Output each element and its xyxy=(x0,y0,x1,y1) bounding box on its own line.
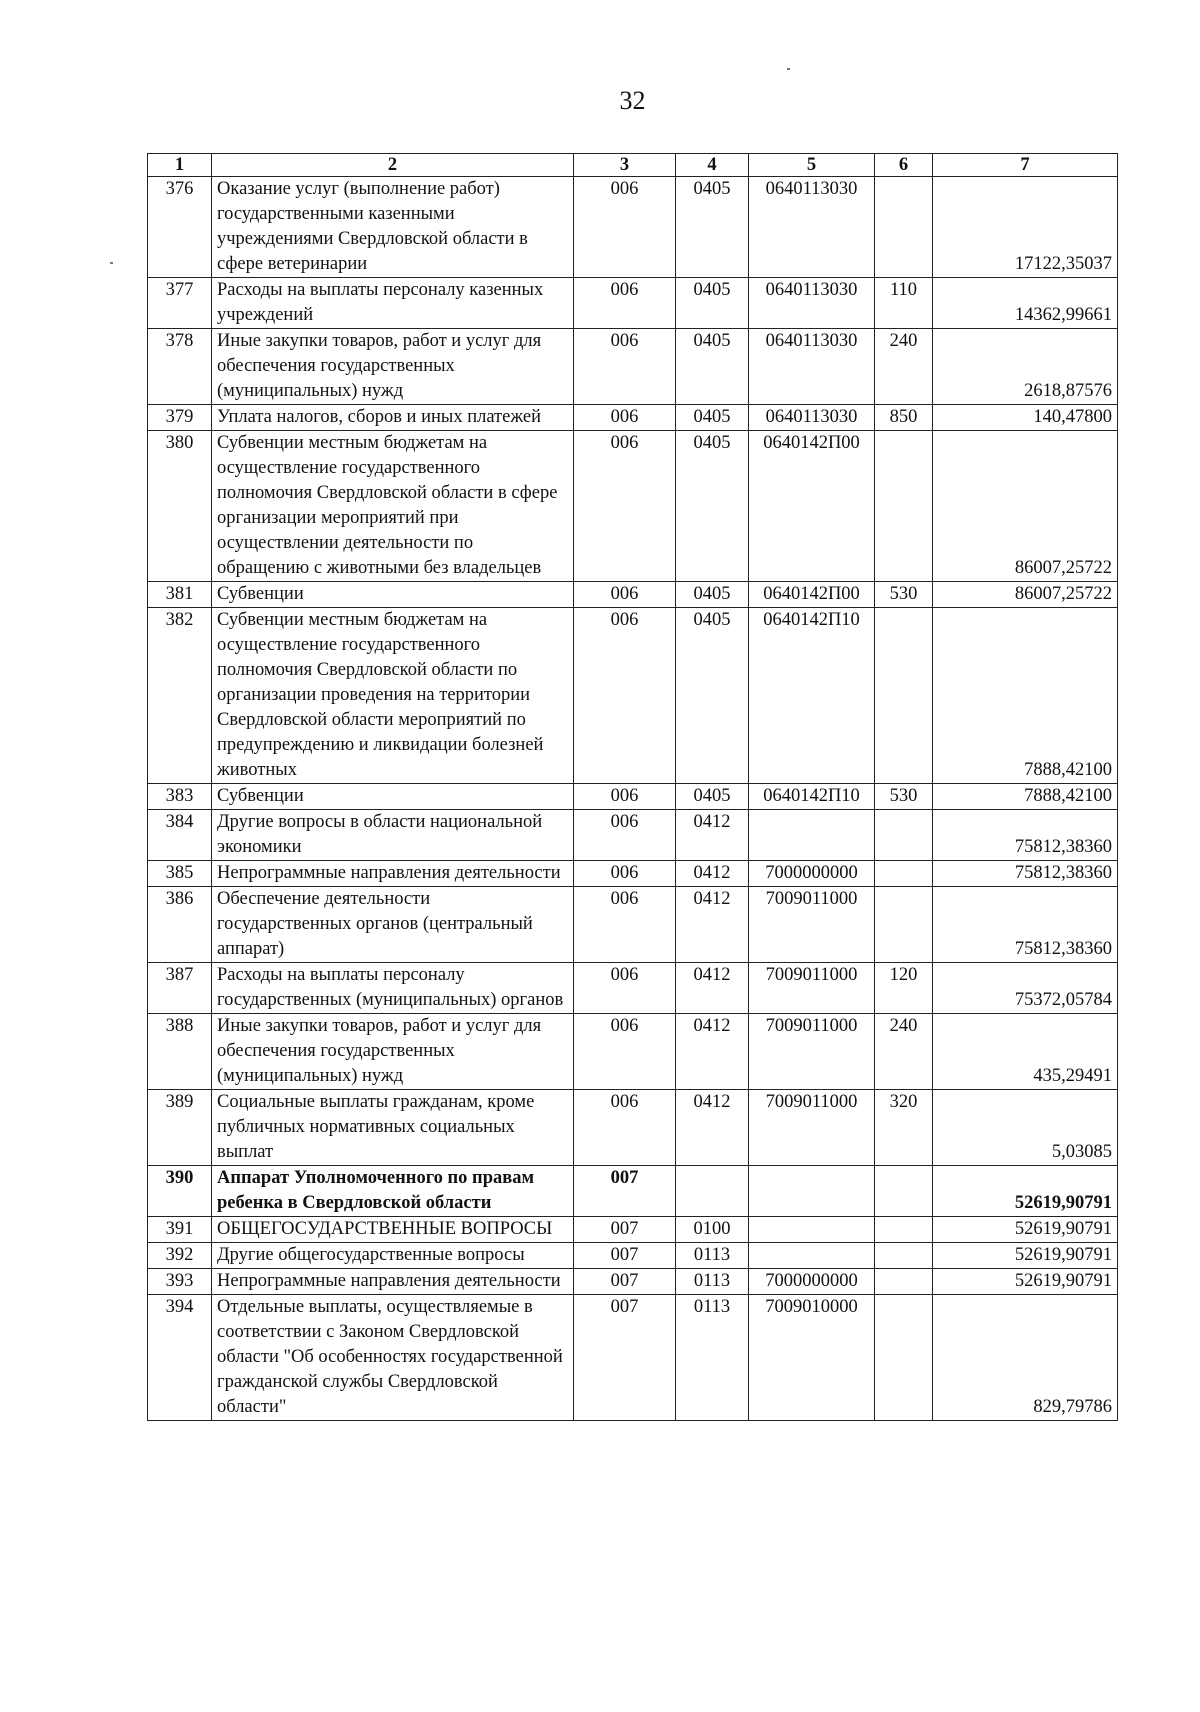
row-amount: 7888,42100 xyxy=(933,608,1118,784)
row-number: 376 xyxy=(148,177,212,278)
table-header-row xyxy=(148,154,1118,177)
row-expense-type xyxy=(875,431,933,582)
row-name: Субвенции местным бюджетам на осуществление государственного полномочия Свердловской области в сфере организации мероприятий при осуществлении деятельности по обращению с животными без владельцев xyxy=(212,431,574,582)
row-expense-type xyxy=(875,1295,933,1421)
row-admin-code: 006 xyxy=(574,329,676,405)
row-name: Расходы на выплаты персоналу государственных (муниципальных) органов xyxy=(212,963,574,1014)
row-expense-type xyxy=(875,1269,933,1295)
col-header-7: 7 xyxy=(933,154,1118,177)
table-row xyxy=(148,1217,1118,1243)
page-number: 32 xyxy=(619,86,646,115)
row-name: Непрограммные направления деятельности xyxy=(212,861,574,887)
row-admin-code: 007 xyxy=(574,1166,676,1217)
row-number: 382 xyxy=(148,608,212,784)
row-target-code: 0640113030 xyxy=(749,329,875,405)
row-amount: 17122,35037 xyxy=(933,177,1118,278)
row-name: Другие общегосударственные вопросы xyxy=(212,1243,574,1269)
row-section-code: 0405 xyxy=(676,405,749,431)
row-section-code xyxy=(676,1166,749,1217)
row-amount: 75812,38360 xyxy=(933,810,1118,861)
row-admin-code: 006 xyxy=(574,963,676,1014)
row-section-code: 0412 xyxy=(676,963,749,1014)
table-row xyxy=(148,887,1118,963)
row-expense-type: 120 xyxy=(875,963,933,1014)
row-number: 388 xyxy=(148,1014,212,1090)
row-number: 390 xyxy=(148,1166,212,1217)
row-amount: 829,79786 xyxy=(933,1295,1118,1421)
row-section-code: 0405 xyxy=(676,784,749,810)
table-row xyxy=(148,784,1118,810)
row-number: 383 xyxy=(148,784,212,810)
row-section-code: 0405 xyxy=(676,431,749,582)
row-section-code: 0412 xyxy=(676,861,749,887)
row-amount: 86007,25722 xyxy=(933,582,1118,608)
row-expense-type xyxy=(875,177,933,278)
row-section-code: 0113 xyxy=(676,1243,749,1269)
row-expense-type: 530 xyxy=(875,784,933,810)
row-expense-type xyxy=(875,1166,933,1217)
table-row xyxy=(148,1014,1118,1090)
row-admin-code: 006 xyxy=(574,431,676,582)
table-row xyxy=(148,1295,1118,1421)
row-amount: 140,47800 xyxy=(933,405,1118,431)
row-amount: 86007,25722 xyxy=(933,431,1118,582)
row-name: Субвенции местным бюджетам на осуществление государственного полномочия Свердловской области по организации проведения на территории Свердловской области мероприятий по предупреждению и ликвидации болезней животных xyxy=(212,608,574,784)
row-section-code: 0113 xyxy=(676,1295,749,1421)
row-amount: 75812,38360 xyxy=(933,887,1118,963)
row-admin-code: 007 xyxy=(574,1217,676,1243)
table-row xyxy=(148,278,1118,329)
row-name: Социальные выплаты гражданам, кроме публичных нормативных социальных выплат xyxy=(212,1090,574,1166)
row-number: 389 xyxy=(148,1090,212,1166)
row-expense-type xyxy=(875,810,933,861)
row-number: 384 xyxy=(148,810,212,861)
table-row xyxy=(148,1269,1118,1295)
table-row xyxy=(148,177,1118,278)
row-section-code: 0405 xyxy=(676,582,749,608)
row-target-code: 0640113030 xyxy=(749,177,875,278)
row-target-code xyxy=(749,1166,875,1217)
row-target-code: 0640142П10 xyxy=(749,608,875,784)
row-target-code: 7009011000 xyxy=(749,1014,875,1090)
row-expense-type xyxy=(875,861,933,887)
row-target-code: 0640142П00 xyxy=(749,431,875,582)
row-number: 392 xyxy=(148,1243,212,1269)
scan-speck xyxy=(110,262,113,264)
row-admin-code: 007 xyxy=(574,1295,676,1421)
row-admin-code: 006 xyxy=(574,405,676,431)
col-header-4: 4 xyxy=(676,154,749,177)
row-target-code: 0640113030 xyxy=(749,405,875,431)
row-number: 378 xyxy=(148,329,212,405)
table-body xyxy=(148,177,1118,1421)
table-row xyxy=(148,608,1118,784)
table-row xyxy=(148,431,1118,582)
row-number: 387 xyxy=(148,963,212,1014)
col-header-6: 6 xyxy=(875,154,933,177)
row-target-code: 7000000000 xyxy=(749,1269,875,1295)
row-name: Уплата налогов, сборов и иных платежей xyxy=(212,405,574,431)
row-name: Отдельные выплаты, осуществляемые в соответствии с Законом Свердловской области "Об особенностях государственной гражданской службы Свердловской области" xyxy=(212,1295,574,1421)
table-row xyxy=(148,405,1118,431)
row-admin-code: 007 xyxy=(574,1243,676,1269)
row-amount: 7888,42100 xyxy=(933,784,1118,810)
row-target-code: 7009011000 xyxy=(749,1090,875,1166)
row-target-code: 7009010000 xyxy=(749,1295,875,1421)
row-admin-code: 006 xyxy=(574,1090,676,1166)
row-section-code: 0412 xyxy=(676,1090,749,1166)
row-target-code: 0640142П00 xyxy=(749,582,875,608)
row-admin-code: 006 xyxy=(574,278,676,329)
row-section-code: 0412 xyxy=(676,1014,749,1090)
row-expense-type: 530 xyxy=(875,582,933,608)
row-admin-code: 006 xyxy=(574,861,676,887)
row-number: 386 xyxy=(148,887,212,963)
row-section-code: 0100 xyxy=(676,1217,749,1243)
table-row xyxy=(148,963,1118,1014)
row-section-code: 0405 xyxy=(676,177,749,278)
table-row xyxy=(148,1243,1118,1269)
row-expense-type: 240 xyxy=(875,329,933,405)
row-name: Аппарат Уполномоченного по правам ребенка в Свердловской области xyxy=(212,1166,574,1217)
row-amount: 52619,90791 xyxy=(933,1166,1118,1217)
row-amount: 52619,90791 xyxy=(933,1269,1118,1295)
row-amount: 14362,99661 xyxy=(933,278,1118,329)
row-target-code: 0640142П10 xyxy=(749,784,875,810)
row-admin-code: 006 xyxy=(574,582,676,608)
row-expense-type xyxy=(875,1217,933,1243)
row-target-code: 0640113030 xyxy=(749,278,875,329)
col-header-1: 1 xyxy=(148,154,212,177)
row-name: Иные закупки товаров, работ и услуг для обеспечения государственных (муниципальных) нужд xyxy=(212,329,574,405)
row-number: 380 xyxy=(148,431,212,582)
row-number: 391 xyxy=(148,1217,212,1243)
table-row xyxy=(148,1166,1118,1217)
row-expense-type: 240 xyxy=(875,1014,933,1090)
row-name: Субвенции xyxy=(212,582,574,608)
row-expense-type: 320 xyxy=(875,1090,933,1166)
row-section-code: 0405 xyxy=(676,278,749,329)
row-amount: 75812,38360 xyxy=(933,861,1118,887)
col-header-2: 2 xyxy=(212,154,574,177)
row-admin-code: 006 xyxy=(574,887,676,963)
row-target-code xyxy=(749,1243,875,1269)
row-target-code: 7000000000 xyxy=(749,861,875,887)
row-admin-code: 006 xyxy=(574,810,676,861)
scan-speck xyxy=(787,68,790,70)
row-number: 393 xyxy=(148,1269,212,1295)
row-name: Расходы на выплаты персоналу казенных учреждений xyxy=(212,278,574,329)
row-expense-type: 110 xyxy=(875,278,933,329)
row-section-code: 0405 xyxy=(676,329,749,405)
row-amount: 435,29491 xyxy=(933,1014,1118,1090)
row-admin-code: 006 xyxy=(574,608,676,784)
row-section-code: 0412 xyxy=(676,810,749,861)
row-name: Обеспечение деятельности государственных органов (центральный аппарат) xyxy=(212,887,574,963)
table-row xyxy=(148,329,1118,405)
row-name: Субвенции xyxy=(212,784,574,810)
row-section-code: 0405 xyxy=(676,608,749,784)
row-target-code: 7009011000 xyxy=(749,963,875,1014)
row-name: Иные закупки товаров, работ и услуг для обеспечения государственных (муниципальных) нужд xyxy=(212,1014,574,1090)
row-amount: 75372,05784 xyxy=(933,963,1118,1014)
row-expense-type xyxy=(875,887,933,963)
row-number: 385 xyxy=(148,861,212,887)
row-section-code: 0113 xyxy=(676,1269,749,1295)
table-row xyxy=(148,582,1118,608)
row-target-code xyxy=(749,1217,875,1243)
row-target-code xyxy=(749,810,875,861)
col-header-5: 5 xyxy=(749,154,875,177)
row-admin-code: 006 xyxy=(574,177,676,278)
row-number: 381 xyxy=(148,582,212,608)
row-name: Оказание услуг (выполнение работ) государственными казенными учреждениями Свердловской области в сфере ветеринарии xyxy=(212,177,574,278)
table-row xyxy=(148,1090,1118,1166)
row-admin-code: 006 xyxy=(574,784,676,810)
row-target-code: 7009011000 xyxy=(749,887,875,963)
row-number: 394 xyxy=(148,1295,212,1421)
row-amount: 52619,90791 xyxy=(933,1243,1118,1269)
budget-table xyxy=(147,153,1118,1421)
row-amount: 5,03085 xyxy=(933,1090,1118,1166)
row-admin-code: 007 xyxy=(574,1269,676,1295)
row-name: Другие вопросы в области национальной экономики xyxy=(212,810,574,861)
col-header-3: 3 xyxy=(574,154,676,177)
row-section-code: 0412 xyxy=(676,887,749,963)
table-row xyxy=(148,861,1118,887)
row-admin-code: 006 xyxy=(574,1014,676,1090)
row-amount: 52619,90791 xyxy=(933,1217,1118,1243)
row-expense-type: 850 xyxy=(875,405,933,431)
row-name: Непрограммные направления деятельности xyxy=(212,1269,574,1295)
row-expense-type xyxy=(875,608,933,784)
row-number: 379 xyxy=(148,405,212,431)
row-name: ОБЩЕГОСУДАРСТВЕННЫЕ ВОПРОСЫ xyxy=(212,1217,574,1243)
row-amount: 2618,87576 xyxy=(933,329,1118,405)
table-row xyxy=(148,810,1118,861)
row-number: 377 xyxy=(148,278,212,329)
row-expense-type xyxy=(875,1243,933,1269)
